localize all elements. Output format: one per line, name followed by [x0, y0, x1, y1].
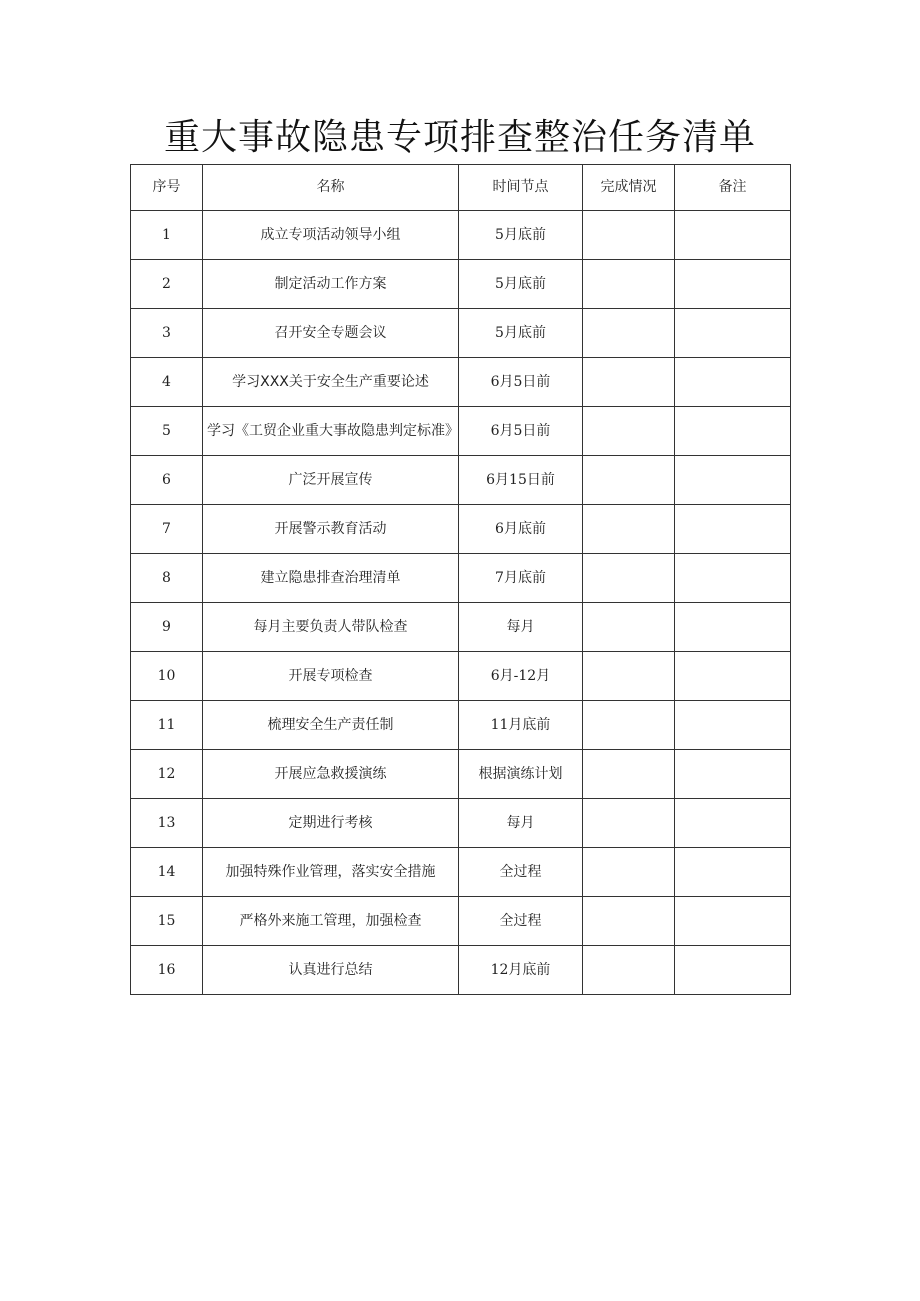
row-number: 12 [131, 750, 203, 799]
header-name: 名称 [203, 165, 459, 211]
row-number: 10 [131, 652, 203, 701]
table-row [131, 211, 791, 260]
table-row [131, 554, 791, 603]
time-node: 5月底前 [459, 260, 583, 309]
task-name: 每月主要负责人带队检查 [203, 603, 459, 652]
remark [675, 848, 791, 897]
remark [675, 260, 791, 309]
task-name: 定期进行考核 [203, 799, 459, 848]
table-body [131, 211, 791, 995]
completion-status [583, 652, 675, 701]
row-number: 5 [131, 407, 203, 456]
table-row [131, 309, 791, 358]
table-row [131, 897, 791, 946]
remark [675, 505, 791, 554]
row-number: 11 [131, 701, 203, 750]
completion-status [583, 603, 675, 652]
header-no: 序号 [131, 165, 203, 211]
completion-status [583, 848, 675, 897]
task-name: 开展应急救援演练 [203, 750, 459, 799]
remark [675, 799, 791, 848]
completion-status [583, 309, 675, 358]
completion-status [583, 701, 675, 750]
completion-status [583, 358, 675, 407]
remark [675, 603, 791, 652]
row-number: 16 [131, 946, 203, 995]
page-title: 重大事故隐患专项排查整治任务清单 [163, 117, 756, 158]
row-number: 3 [131, 309, 203, 358]
remark [675, 750, 791, 799]
row-number: 4 [131, 358, 203, 407]
time-node: 6月-12月 [459, 652, 583, 701]
table-row [131, 652, 791, 701]
table-row [131, 603, 791, 652]
table-row [131, 505, 791, 554]
task-name: 学习XXX关于安全生产重要论述 [203, 358, 459, 407]
row-number: 14 [131, 848, 203, 897]
remark [675, 701, 791, 750]
table-row [131, 701, 791, 750]
time-node: 全过程 [459, 848, 583, 897]
row-number: 2 [131, 260, 203, 309]
remark [675, 211, 791, 260]
time-node: 12月底前 [459, 946, 583, 995]
remark [675, 358, 791, 407]
time-node: 11月底前 [459, 701, 583, 750]
row-number: 7 [131, 505, 203, 554]
row-number: 9 [131, 603, 203, 652]
table-row [131, 407, 791, 456]
remark [675, 456, 791, 505]
time-node: 5月底前 [459, 211, 583, 260]
completion-status [583, 946, 675, 995]
header-note: 备注 [675, 165, 791, 211]
completion-status [583, 897, 675, 946]
table-row [131, 260, 791, 309]
time-node: 每月 [459, 799, 583, 848]
task-name: 广泛开展宣传 [203, 456, 459, 505]
completion-status [583, 554, 675, 603]
task-name: 开展专项检查 [203, 652, 459, 701]
remark [675, 946, 791, 995]
table-row [131, 848, 791, 897]
table-row [131, 456, 791, 505]
row-number: 8 [131, 554, 203, 603]
task-name: 严格外来施工管理，加强检查 [203, 897, 459, 946]
completion-status [583, 211, 675, 260]
task-name: 加强特殊作业管理，落实安全措施 [203, 848, 459, 897]
task-name: 学习《工贸企业重大事故隐患判定标准》 [203, 407, 459, 456]
remark [675, 309, 791, 358]
time-node: 6月5日前 [459, 358, 583, 407]
time-node: 6月15日前 [459, 456, 583, 505]
task-name: 开展警示教育活动 [203, 505, 459, 554]
task-table [130, 164, 791, 995]
task-name: 梳理安全生产责任制 [203, 701, 459, 750]
time-node: 6月5日前 [459, 407, 583, 456]
remark [675, 897, 791, 946]
header-time: 时间节点 [459, 165, 583, 211]
task-name: 建立隐患排查治理清单 [203, 554, 459, 603]
row-number: 13 [131, 799, 203, 848]
task-name: 认真进行总结 [203, 946, 459, 995]
completion-status [583, 456, 675, 505]
remark [675, 407, 791, 456]
task-name: 召开安全专题会议 [203, 309, 459, 358]
task-name: 制定活动工作方案 [203, 260, 459, 309]
row-number: 15 [131, 897, 203, 946]
time-node: 7月底前 [459, 554, 583, 603]
row-number: 1 [131, 211, 203, 260]
table-row [131, 799, 791, 848]
completion-status [583, 799, 675, 848]
time-node: 6月底前 [459, 505, 583, 554]
table-row [131, 750, 791, 799]
table-row [131, 358, 791, 407]
completion-status [583, 260, 675, 309]
header-status: 完成情况 [583, 165, 675, 211]
remark [675, 652, 791, 701]
table-header-row [131, 165, 791, 211]
row-number: 6 [131, 456, 203, 505]
time-node: 全过程 [459, 897, 583, 946]
time-node: 5月底前 [459, 309, 583, 358]
completion-status [583, 505, 675, 554]
completion-status [583, 407, 675, 456]
remark [675, 554, 791, 603]
table-row [131, 946, 791, 995]
time-node: 根据演练计划 [459, 750, 583, 799]
task-name: 成立专项活动领导小组 [203, 211, 459, 260]
time-node: 每月 [459, 603, 583, 652]
completion-status [583, 750, 675, 799]
